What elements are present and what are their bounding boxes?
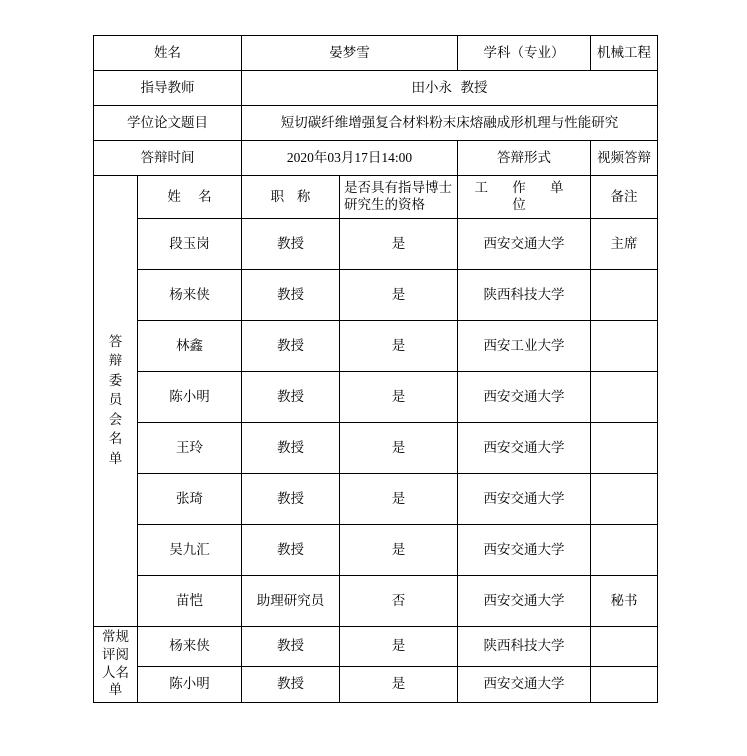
member-name: 王玲 [138, 423, 242, 474]
reviewer-title: 教授 [242, 667, 340, 703]
member-qualified: 是 [340, 474, 458, 525]
member-name: 苗恺 [138, 576, 242, 627]
name-value: 晏梦雪 [242, 36, 458, 71]
reviewers-section-label [94, 627, 138, 703]
reviewer-unit: 西安交通大学 [458, 667, 591, 703]
member-qualified: 是 [340, 372, 458, 423]
reviewer-qualified: 是 [340, 667, 458, 703]
member-note [591, 270, 658, 321]
member-qualified: 是 [340, 321, 458, 372]
header-title: 职 称 [242, 176, 340, 219]
member-name: 陈小明 [138, 372, 242, 423]
reviewer-name: 杨来侠 [138, 627, 242, 667]
member-note [591, 525, 658, 576]
advisor-label: 指导教师 [94, 71, 242, 106]
member-note [591, 372, 658, 423]
member-unit: 西安交通大学 [458, 372, 591, 423]
member-qualified: 是 [340, 525, 458, 576]
member-title: 教授 [242, 321, 340, 372]
reviewers-label-text: 常规评阅人名单 [102, 629, 129, 699]
member-name: 林鑫 [138, 321, 242, 372]
table-row [94, 321, 658, 372]
committee-label-text: 答辩委员会名单 [108, 333, 123, 467]
member-title: 教授 [242, 270, 340, 321]
member-note [591, 423, 658, 474]
committee-section-label [94, 176, 138, 627]
member-unit: 西安交通大学 [458, 219, 591, 270]
member-note: 主席 [591, 219, 658, 270]
table-row [94, 423, 658, 474]
row-student [94, 36, 658, 71]
member-qualified: 是 [340, 219, 458, 270]
member-name: 杨来侠 [138, 270, 242, 321]
member-name: 张琦 [138, 474, 242, 525]
member-title: 助理研究员 [242, 576, 340, 627]
header-unit: 工 作 单 位 [458, 176, 591, 219]
reviewer-unit: 陕西科技大学 [458, 627, 591, 667]
table-row [94, 627, 658, 667]
format-value: 视频答辩 [591, 141, 658, 176]
thesis-title: 短切碳纤维增强复合材料粉末床熔融成形机理与性能研究 [242, 106, 658, 141]
defense-info-table [93, 35, 658, 703]
committee-header-row [94, 176, 658, 219]
row-advisor [94, 71, 658, 106]
member-note [591, 321, 658, 372]
format-label: 答辩形式 [458, 141, 591, 176]
thesis-label: 学位论文题目 [94, 106, 242, 141]
member-title: 教授 [242, 423, 340, 474]
member-qualified: 是 [340, 270, 458, 321]
member-unit: 西安交通大学 [458, 576, 591, 627]
table-row [94, 474, 658, 525]
table-row [94, 576, 658, 627]
member-name: 段玉岗 [138, 219, 242, 270]
time-value: 2020年03月17日14:00 [242, 141, 458, 176]
member-title: 教授 [242, 525, 340, 576]
reviewer-title: 教授 [242, 627, 340, 667]
time-label: 答辩时间 [94, 141, 242, 176]
reviewer-name: 陈小明 [138, 667, 242, 703]
member-unit: 西安交通大学 [458, 423, 591, 474]
table-row [94, 667, 658, 703]
table-row [94, 372, 658, 423]
reviewer-note [591, 627, 658, 667]
member-unit: 西安交通大学 [458, 525, 591, 576]
member-title: 教授 [242, 219, 340, 270]
table-row [94, 219, 658, 270]
row-thesis [94, 106, 658, 141]
row-defense-time [94, 141, 658, 176]
member-note: 秘书 [591, 576, 658, 627]
discipline-value: 机械工程 [591, 36, 658, 71]
member-title: 教授 [242, 372, 340, 423]
header-qualification: 是否具有指导博士研究生的资格 [340, 176, 458, 219]
member-title: 教授 [242, 474, 340, 525]
table-row [94, 525, 658, 576]
member-name: 吴九汇 [138, 525, 242, 576]
member-note [591, 474, 658, 525]
name-label: 姓名 [94, 36, 242, 71]
member-unit: 西安交通大学 [458, 474, 591, 525]
header-name: 姓 名 [138, 176, 242, 219]
member-unit: 陕西科技大学 [458, 270, 591, 321]
member-unit: 西安工业大学 [458, 321, 591, 372]
discipline-label: 学科（专业） [458, 36, 591, 71]
member-qualified: 否 [340, 576, 458, 627]
advisor-value: 田小永 教授 [242, 71, 658, 106]
member-qualified: 是 [340, 423, 458, 474]
table-row [94, 270, 658, 321]
header-note: 备注 [591, 176, 658, 219]
reviewer-qualified: 是 [340, 627, 458, 667]
reviewer-note [591, 667, 658, 703]
